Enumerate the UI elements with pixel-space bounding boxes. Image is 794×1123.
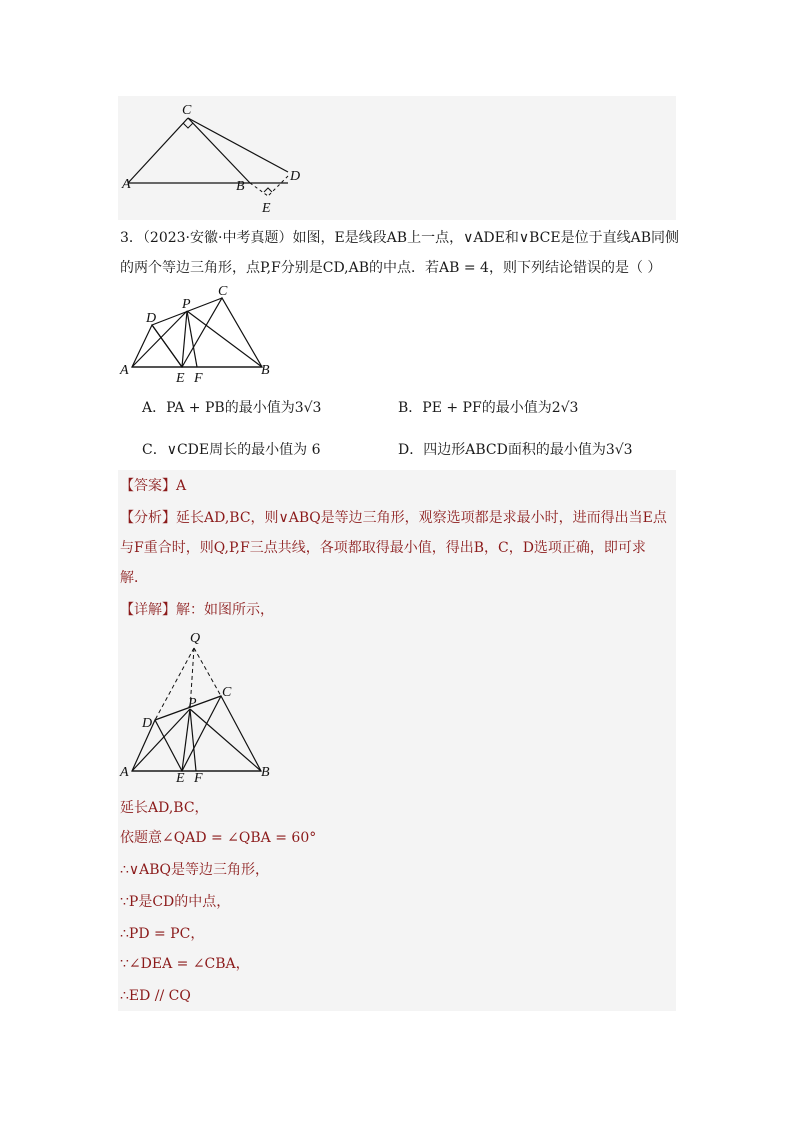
label-p: P xyxy=(182,297,191,312)
analysis-line-1 xyxy=(120,508,667,528)
label-e: E xyxy=(176,371,185,386)
detail-line xyxy=(120,600,274,620)
answer-value: A xyxy=(176,478,187,494)
segment-ac xyxy=(128,118,188,183)
right-angle-mark-e xyxy=(264,188,272,192)
question-number: 3． xyxy=(120,230,143,246)
label-p: P xyxy=(188,696,197,711)
segment-pf xyxy=(187,311,197,367)
label-e: E xyxy=(262,201,271,216)
question-line-1 xyxy=(120,228,679,248)
question-line-2: 的两个等边三角形，点P,F分别是CD,AB的中点．若AB = 4，则下列结论错误的是（ ） xyxy=(120,260,662,276)
label-b: B xyxy=(261,363,270,378)
analysis-line-2: 与F重合时，则Q,P,F三点共线，各项都取得最小值，得出B，C，D选项正确，即可求 xyxy=(120,540,646,556)
segment-cd xyxy=(188,118,288,172)
segment-pe xyxy=(182,709,190,771)
segment-pf xyxy=(190,709,196,771)
label-f: F xyxy=(194,771,203,786)
question-figure xyxy=(118,280,288,386)
analysis-text-1: 延长AD,BC，则∨ABQ是等边三角形，观察选项都是求最小时，进而得出当E点 xyxy=(176,510,667,526)
label-a: A xyxy=(122,177,131,192)
option-a: A．PA + PB的最小值为3√3 xyxy=(142,400,322,416)
label-a: A xyxy=(120,765,129,780)
option-c: C．∨CDE周长的最小值为 6 xyxy=(142,442,321,458)
label-c: C xyxy=(222,685,232,700)
label-f: F xyxy=(194,371,203,386)
option-b: B．PE + PF的最小值为2√3 xyxy=(398,400,579,416)
label-b: B xyxy=(236,179,245,194)
step-5: ∴PD = PC， xyxy=(120,926,205,942)
label-d: D xyxy=(290,169,301,184)
analysis-line-3: 解． xyxy=(120,570,148,586)
right-angle-mark-c xyxy=(183,123,193,128)
step-2: 依题意∠QAD = ∠QBA = 60° xyxy=(120,830,317,846)
dashed-de xyxy=(268,176,288,196)
dashed-be xyxy=(250,183,268,196)
option-d: D．四边形ABCD面积的最小值为3√3 xyxy=(398,442,633,458)
label-e: E xyxy=(176,771,185,786)
label-d: D xyxy=(146,311,157,326)
step-7: ∴ED // CQ xyxy=(120,988,191,1004)
segment-pb xyxy=(190,709,261,771)
segment-cb xyxy=(188,118,250,183)
step-4: ∵P是CD的中点， xyxy=(120,894,231,910)
answer-tag: 【答案】 xyxy=(120,478,176,494)
step-1: 延长AD,BC， xyxy=(120,800,209,816)
question-text-1: （2023·安徽·中考真题）如图，E是线段AB上一点，∨ADE和∨BCE是位于直线AB同侧 xyxy=(142,230,679,246)
step-3: ∴∨ABQ是等边三角形， xyxy=(120,862,270,878)
label-d: D xyxy=(142,716,153,731)
dashed-qc xyxy=(194,648,221,696)
analysis-tag: 【分析】 xyxy=(120,510,176,526)
top-figure xyxy=(118,96,318,220)
detail-figure xyxy=(118,626,288,786)
step-6: ∵∠DEA = ∠CBA， xyxy=(120,956,250,972)
detail-tag: 【详解】 xyxy=(120,602,176,618)
label-b: B xyxy=(261,765,270,780)
answer-line xyxy=(120,476,186,496)
label-q: Q xyxy=(190,631,201,646)
label-c: C xyxy=(218,284,228,299)
detail-intro: 解：如图所示， xyxy=(176,602,274,618)
segment-pa xyxy=(132,311,187,367)
label-c: C xyxy=(182,103,192,118)
label-a: A xyxy=(120,363,129,378)
